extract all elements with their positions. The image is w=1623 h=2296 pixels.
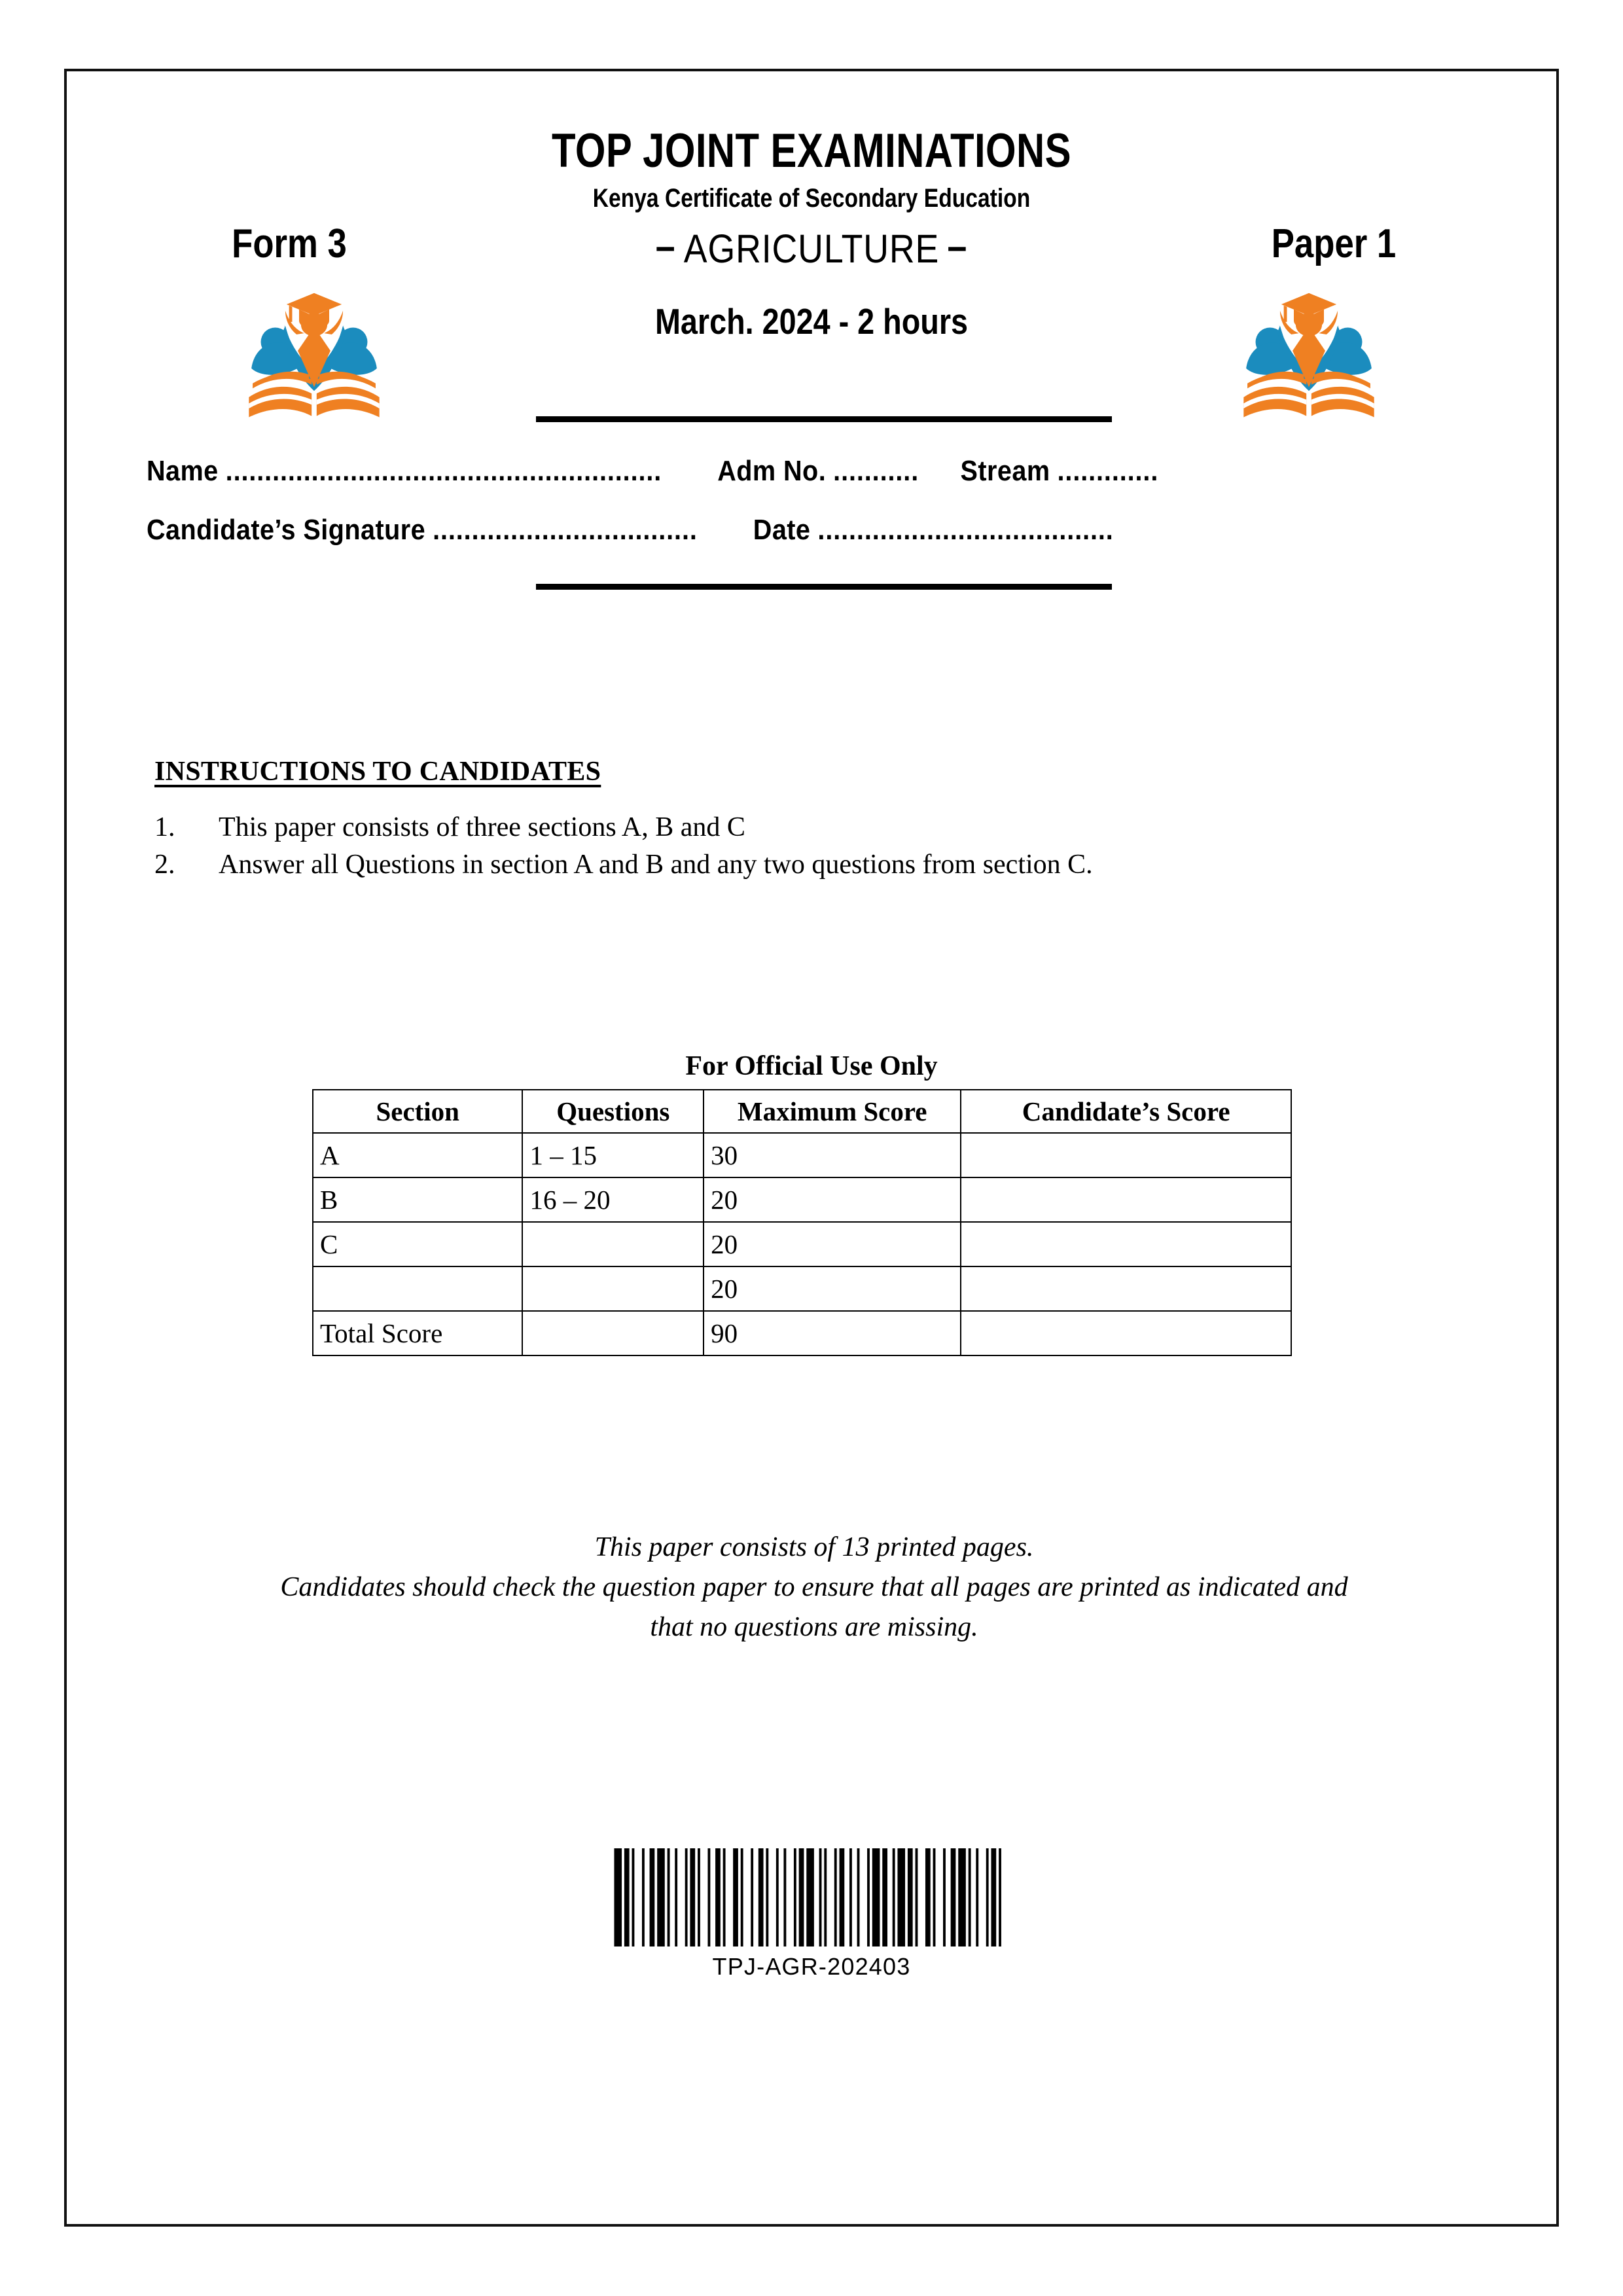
subject-line xyxy=(156,226,1467,272)
paper-label: Paper 1 xyxy=(1271,221,1397,266)
masthead xyxy=(67,71,1556,438)
date-input-line[interactable]: ...................................... xyxy=(817,514,1114,546)
date-and-duration: March. 2024 - 2 hours xyxy=(654,301,969,342)
exam-page-border xyxy=(64,69,1559,2227)
instruction-number: 1. xyxy=(154,812,175,842)
instruction-text: Answer all Questions in section A and B and any two questions from section C. xyxy=(219,850,1093,880)
adm-no-input-line[interactable]: ........... xyxy=(833,455,919,487)
signature-input-line[interactable]: .................................. xyxy=(433,514,698,546)
candidate-signature-row xyxy=(147,514,1348,547)
instruction-item xyxy=(154,846,1437,884)
instructions-list xyxy=(154,809,1437,884)
cell-candidate-score[interactable] xyxy=(961,1133,1291,1177)
signature-label: Candidate’s Signature xyxy=(147,514,426,546)
cell-questions: 16 – 20 xyxy=(522,1177,704,1222)
table-row-total xyxy=(313,1311,1291,1355)
barcode xyxy=(610,1848,1013,1981)
official-use-title: For Official Use Only xyxy=(685,1051,938,1081)
printed-pages-note-line-2: Candidates should check the question paper to ensure that all pages are printed as indicated and xyxy=(280,1571,1348,1602)
subject-name: AGRICULTURE xyxy=(683,226,940,271)
date-label: Date xyxy=(753,514,811,546)
cell-candidate-score[interactable] xyxy=(961,1266,1291,1311)
stream-input-line[interactable]: ............. xyxy=(1057,455,1159,487)
header-divider-bottom xyxy=(536,584,1112,590)
examination-logo-right xyxy=(1233,274,1385,425)
cell-candidate-score[interactable] xyxy=(961,1222,1291,1266)
name-label: Name xyxy=(147,455,219,487)
column-header-questions: Questions xyxy=(522,1090,704,1133)
candidate-name-row xyxy=(147,455,1348,488)
column-header-section: Section xyxy=(313,1090,522,1133)
stream-label: Stream xyxy=(960,455,1050,487)
instruction-text: This paper consists of three sections A, B and C xyxy=(219,812,745,842)
cell-questions: 1 – 15 xyxy=(522,1133,704,1177)
dash-left-glyph: – xyxy=(655,224,676,268)
adm-no-label: Adm No. xyxy=(717,455,827,487)
cell-section xyxy=(313,1266,522,1311)
table-header-row xyxy=(313,1090,1291,1133)
cell-questions xyxy=(522,1266,704,1311)
cell-maximum-score: 20 xyxy=(704,1266,961,1311)
cell-section-total: Total Score xyxy=(313,1311,522,1355)
form-label: Form 3 xyxy=(232,221,347,266)
cell-section: C xyxy=(313,1222,522,1266)
name-input-line[interactable]: ........................................................ xyxy=(225,455,662,487)
cell-questions xyxy=(522,1222,704,1266)
instruction-number: 2. xyxy=(154,850,175,880)
printed-pages-note-line-1: This paper consists of 13 printed pages. xyxy=(594,1532,1034,1562)
cell-questions xyxy=(522,1311,704,1355)
printed-pages-note xyxy=(106,1528,1522,1647)
barcode-area xyxy=(67,1848,1556,1981)
exam-cover-sheet xyxy=(67,71,1556,2224)
examination-logo-left xyxy=(238,274,390,425)
cell-section: B xyxy=(313,1177,522,1222)
official-use-score-table xyxy=(312,1089,1292,1356)
cell-maximum-score: 20 xyxy=(704,1222,961,1266)
barcode-bars-icon xyxy=(610,1848,1013,1946)
barcode-value: TPJ-AGR-202403 xyxy=(712,1953,911,1980)
cell-maximum-score: 20 xyxy=(704,1177,961,1222)
cell-maximum-score: 30 xyxy=(704,1133,961,1177)
cell-section: A xyxy=(313,1133,522,1177)
instructions-heading: INSTRUCTIONS TO CANDIDATES xyxy=(154,757,601,787)
printed-pages-note-line-3: that no questions are missing. xyxy=(650,1611,978,1642)
dash-right-glyph: – xyxy=(947,224,968,268)
candidate-details-block xyxy=(147,455,1348,573)
table-row xyxy=(313,1222,1291,1266)
table-row xyxy=(313,1266,1291,1311)
cell-maximum-score-total: 90 xyxy=(704,1311,961,1355)
education-emblem-icon xyxy=(238,274,390,425)
exam-subtitle: Kenya Certificate of Secondary Education xyxy=(592,184,1031,213)
header-divider-top xyxy=(536,416,1112,422)
cell-candidate-score[interactable] xyxy=(961,1177,1291,1222)
cell-candidate-score-total[interactable] xyxy=(961,1311,1291,1355)
column-header-candidate-score: Candidate’s Score xyxy=(961,1090,1291,1133)
instruction-item xyxy=(154,809,1437,846)
table-row xyxy=(313,1177,1291,1222)
exam-title: TOP JOINT EXAMINATIONS xyxy=(552,124,1071,177)
table-row xyxy=(313,1133,1291,1177)
column-header-maximum-score: Maximum Score xyxy=(704,1090,961,1133)
education-emblem-icon xyxy=(1233,274,1385,425)
